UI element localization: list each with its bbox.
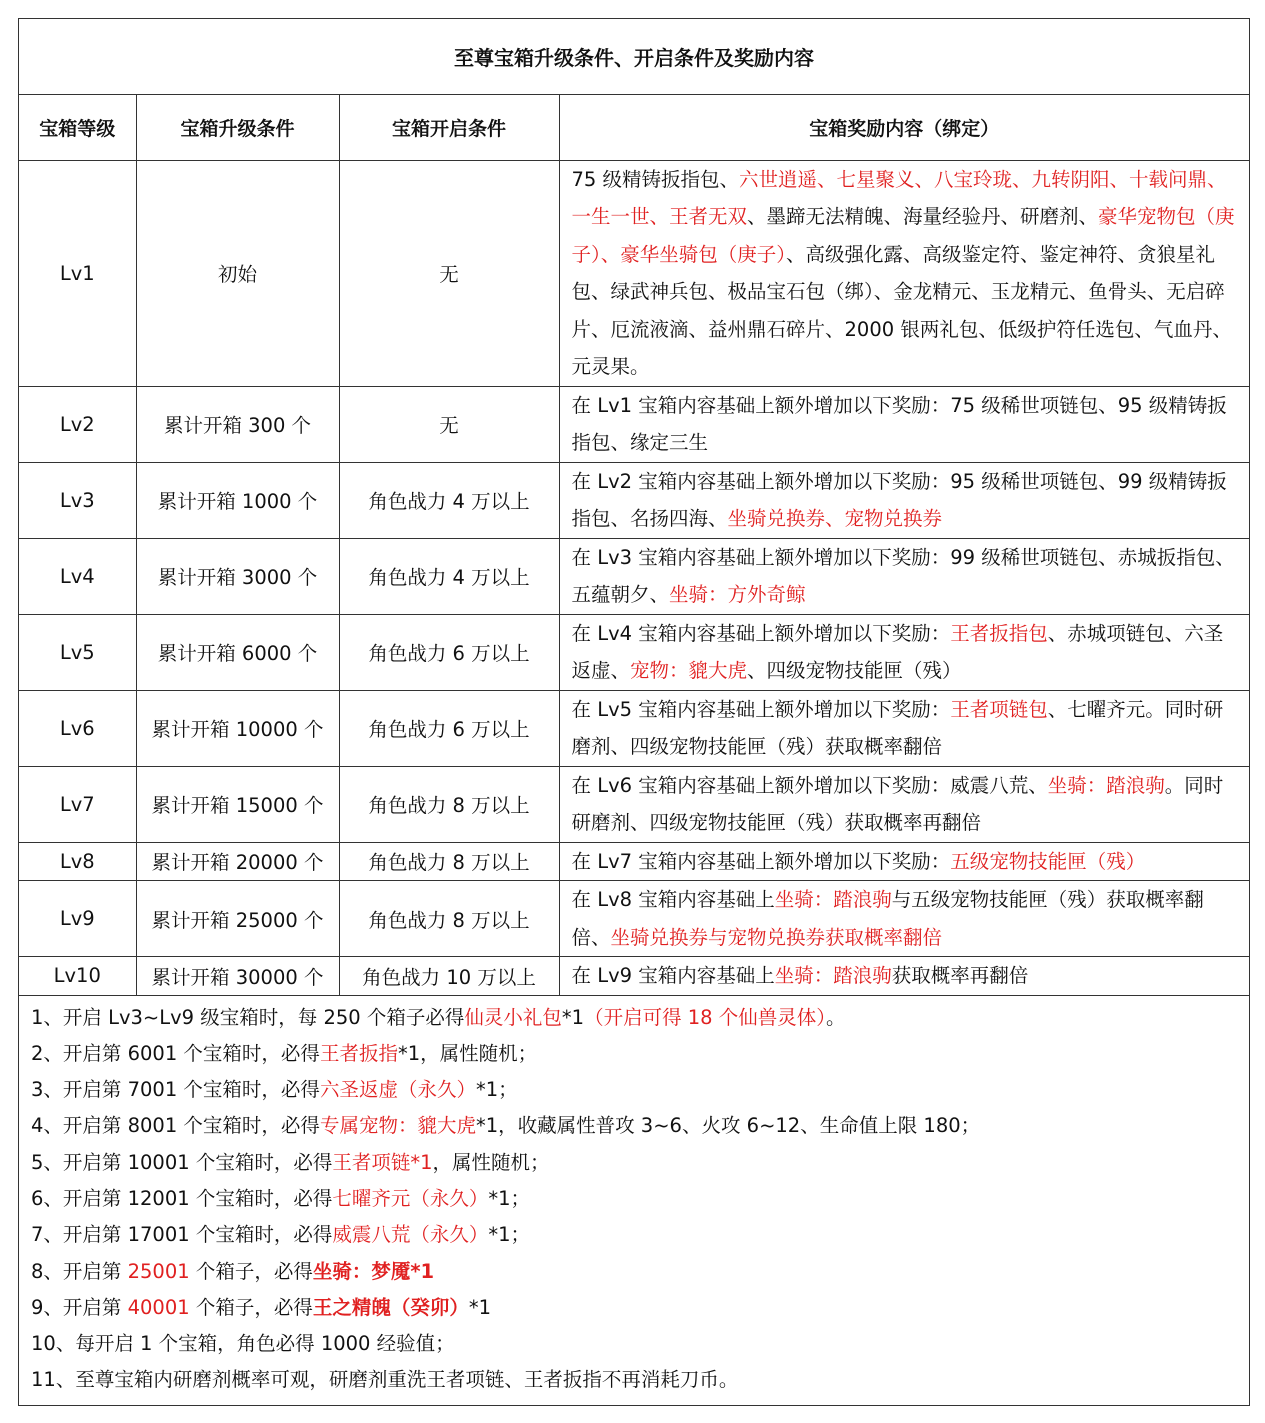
reward-text: 75 级精铸扳指包、 (571, 167, 740, 191)
reward-text: 。同时研磨剂、四级宠物技能匣（残）获取概率再翻倍 (571, 773, 1224, 834)
open-condition-cell: 角色战力 4 万以上 (339, 462, 559, 538)
reward-cell (559, 690, 1249, 766)
reward-text: 在 Lv9 宝箱内容基础上 (571, 964, 775, 987)
reward-text: 在 Lv8 宝箱内容基础上 (571, 888, 775, 911)
reward-text: 在 Lv5 宝箱内容基础上额外增加以下奖励： (571, 697, 951, 721)
note-text: 10、每开启 1 个宝箱，角色必得 1000 经验值； (31, 1332, 455, 1356)
open-condition-cell: 无 (339, 386, 559, 462)
reward-text: 、墨蹄无法精魄、海量经验丹、研磨剂、 (747, 205, 1099, 228)
note-line (31, 1254, 1249, 1290)
note-text: 1、开启 Lv3~Lv9 级宝箱时，每 250 个箱子必得 (31, 1005, 465, 1029)
upgrade-condition-cell: 累计开箱 25000 个 (136, 881, 339, 957)
note-text: 8、开启第 (31, 1259, 128, 1283)
reward-text: 在 Lv4 宝箱内容基础上额外增加以下奖励： (571, 621, 951, 645)
note-line (31, 1000, 1249, 1036)
reward-highlight-text: 六世逍遥、七星聚义、八宝玲珑、九转阴阳、十载问鼎、一生一世、王者无双 (571, 167, 1227, 228)
level-cell: Lv9 (19, 881, 136, 957)
level-cell: Lv4 (19, 538, 136, 614)
note-highlight-text: 七曜齐元（永久） (332, 1186, 489, 1210)
reward-highlight-text: 坐骑：踏浪驹 (774, 888, 892, 911)
reward-text: 在 Lv6 宝箱内容基础上额外增加以下奖励：威震八荒、 (571, 773, 1048, 797)
note-line (31, 1036, 1249, 1072)
note-text: 个箱子，必得 (189, 1295, 313, 1319)
note-text: 5、开启第 10001 个宝箱时，必得 (31, 1150, 333, 1174)
note-highlight-text: （开启可得 18 个仙兽灵体） (584, 1005, 827, 1029)
note-text: 7、开启第 17001 个宝箱时，必得 (31, 1223, 333, 1247)
upgrade-condition-cell: 累计开箱 30000 个 (136, 957, 339, 996)
note-highlight-text: 王者扳指 (319, 1041, 398, 1065)
reward-text: 在 Lv2 宝箱内容基础上额外增加以下奖励：95 级稀世项链包、99 级精铸扳指包、名扬四海、 (571, 469, 1227, 530)
reward-highlight-text: 坐骑：方外奇鲸 (669, 583, 806, 606)
open-condition-cell: 角色战力 4 万以上 (339, 538, 559, 614)
open-condition-cell: 角色战力 6 万以上 (339, 690, 559, 766)
upgrade-condition-cell: 初始 (136, 160, 339, 386)
note-text: 4、开启第 8001 个宝箱时，必得 (31, 1114, 320, 1138)
open-condition-cell: 角色战力 8 万以上 (339, 842, 559, 881)
upgrade-condition-cell: 累计开箱 6000 个 (136, 614, 339, 690)
table-row (19, 462, 1249, 538)
note-highlight-text: 仙灵小礼包 (464, 1005, 562, 1029)
open-condition-cell: 角色战力 8 万以上 (339, 881, 559, 957)
reward-text: 、四级宠物技能匣（残） (747, 659, 962, 682)
table-row (19, 766, 1249, 842)
level-cell: Lv1 (19, 160, 136, 386)
note-highlight-text: 专属宠物：貔大虎 (319, 1114, 476, 1138)
note-text: 3、开启第 7001 个宝箱时，必得 (31, 1078, 320, 1102)
upgrade-condition-cell: 累计开箱 20000 个 (136, 842, 339, 881)
reward-cell (559, 881, 1249, 957)
reward-highlight-text: 坐骑兑换券、宠物兑换券 (727, 507, 943, 530)
open-condition-cell: 角色战力 6 万以上 (339, 614, 559, 690)
reward-text: 、赤城项链包、六圣返虚、 (571, 621, 1224, 682)
note-line (31, 1108, 1249, 1144)
level-cell: Lv2 (19, 386, 136, 462)
table-row (19, 690, 1249, 766)
note-text: 2、开启第 6001 个宝箱时，必得 (31, 1041, 320, 1065)
level-cell: Lv7 (19, 766, 136, 842)
note-text: 6、开启第 12001 个宝箱时，必得 (31, 1186, 333, 1210)
note-highlight-text: 威震八荒（永久） (332, 1223, 489, 1247)
upgrade-condition-cell: 累计开箱 15000 个 (136, 766, 339, 842)
table-body (19, 160, 1249, 995)
header-reward: 宝箱奖励内容（绑定） (559, 94, 1249, 160)
table-row (19, 160, 1249, 386)
reward-highlight-text: 宠物：貔大虎 (630, 659, 748, 682)
note-highlight-text: 王者项链*1 (332, 1150, 433, 1174)
note-line (31, 1290, 1249, 1326)
reward-cell (559, 766, 1249, 842)
upgrade-condition-cell: 累计开箱 3000 个 (136, 538, 339, 614)
reward-text: 在 Lv1 宝箱内容基础上额外增加以下奖励：75 级稀世项链包、95 级精铸扳指包、缘定三生 (571, 393, 1227, 454)
reward-cell (559, 614, 1249, 690)
note-line (31, 1217, 1249, 1253)
level-cell: Lv10 (19, 957, 136, 996)
note-highlight-text: 40001 (127, 1295, 190, 1319)
reward-text: 、七曜齐元。同时研磨剂、四级宠物技能匣（残）获取概率翻倍 (571, 697, 1224, 758)
reward-highlight-text: 五级宠物技能匣（残） (950, 849, 1146, 873)
note-line (31, 1072, 1249, 1108)
note-text: *1，属性随机； (397, 1041, 538, 1065)
reward-table (19, 19, 1249, 996)
note-highlight-text: 25001 (127, 1259, 190, 1283)
note-line (31, 1145, 1249, 1181)
header-level: 宝箱等级 (19, 94, 136, 160)
note-text: *1 (561, 1005, 585, 1029)
reward-text: 获取概率再翻倍 (891, 964, 1029, 987)
table-row (19, 386, 1249, 462)
reward-text: 在 Lv3 宝箱内容基础上额外增加以下奖励：99 级稀世项链包、赤城扳指包、五蕴朝夕、 (571, 545, 1235, 606)
note-highlight-text: 六圣返虚（永久） (319, 1078, 476, 1102)
level-cell: Lv8 (19, 842, 136, 881)
note-line (31, 1326, 1249, 1362)
reward-highlight-text: 王者扳指包 (950, 621, 1048, 645)
reward-cell (559, 386, 1249, 462)
reward-sheet (18, 18, 1250, 1406)
reward-cell (559, 160, 1249, 386)
reward-cell (559, 462, 1249, 538)
table-title: 至尊宝箱升级条件、开启条件及奖励内容 (19, 19, 1249, 94)
upgrade-condition-cell: 累计开箱 1000 个 (136, 462, 339, 538)
note-line (31, 1362, 1249, 1398)
table-row (19, 957, 1249, 996)
table-row (19, 842, 1249, 881)
note-text: 个箱子，必得 (189, 1259, 313, 1283)
note-text: *1； (488, 1223, 531, 1247)
open-condition-cell: 角色战力 10 万以上 (339, 957, 559, 996)
notes-section (19, 996, 1249, 1405)
open-condition-cell: 角色战力 8 万以上 (339, 766, 559, 842)
reward-text: 在 Lv7 宝箱内容基础上额外增加以下奖励： (571, 849, 951, 873)
upgrade-condition-cell: 累计开箱 300 个 (136, 386, 339, 462)
note-text: 11、至尊宝箱内研磨剂概率可观，研磨剂重洗王者项链、王者扳指不再消耗刀币。 (31, 1368, 739, 1392)
level-cell: Lv6 (19, 690, 136, 766)
reward-text: 、高级强化露、高级鉴定符、鉴定神符、贪狼星礼包、绿武神兵包、极品宝石包（绑）、金龙精元、玉龙精元、鱼骨头、无启碎片、厄流液滴、益州鼎石碎片、2000 银两礼包、低级护符任选包、气血丹、元灵果。 (571, 242, 1232, 378)
note-highlight-text: 坐骑：梦魇*1 (312, 1259, 435, 1283)
open-condition-cell: 无 (339, 160, 559, 386)
note-highlight-text: 王之精魄（癸卯） (312, 1295, 469, 1319)
table-row (19, 614, 1249, 690)
reward-highlight-text: 豪华宠物包（庚子）、豪华坐骑包（庚子） (571, 205, 1235, 266)
reward-highlight-text: 坐骑：踏浪驹 (1047, 773, 1165, 797)
note-text: 。 (826, 1005, 846, 1029)
header-upgrade: 宝箱升级条件 (136, 94, 339, 160)
note-text: ，属性随机； (432, 1150, 550, 1174)
reward-cell (559, 538, 1249, 614)
note-text: *1； (475, 1078, 518, 1102)
note-text: 9、开启第 (31, 1295, 128, 1319)
table-row (19, 881, 1249, 957)
reward-highlight-text: 坐骑兑换券与宠物兑换券获取概率翻倍 (610, 925, 943, 949)
level-cell: Lv5 (19, 614, 136, 690)
reward-highlight-text: 坐骑：踏浪驹 (774, 964, 892, 987)
note-line (31, 1181, 1249, 1217)
reward-highlight-text: 王者项链包 (950, 697, 1048, 721)
upgrade-condition-cell: 累计开箱 10000 个 (136, 690, 339, 766)
table-row (19, 538, 1249, 614)
level-cell: Lv3 (19, 462, 136, 538)
reward-cell (559, 957, 1249, 996)
reward-text: 与五级宠物技能匣（残）获取概率翻倍、 (571, 888, 1204, 949)
note-text: *1； (488, 1186, 531, 1210)
note-text: *1，收藏属性普攻 3~6、火攻 6~12、生命值上限 180； (475, 1114, 981, 1138)
header-open: 宝箱开启条件 (339, 94, 559, 160)
note-text: *1 (468, 1295, 492, 1319)
reward-cell (559, 842, 1249, 881)
